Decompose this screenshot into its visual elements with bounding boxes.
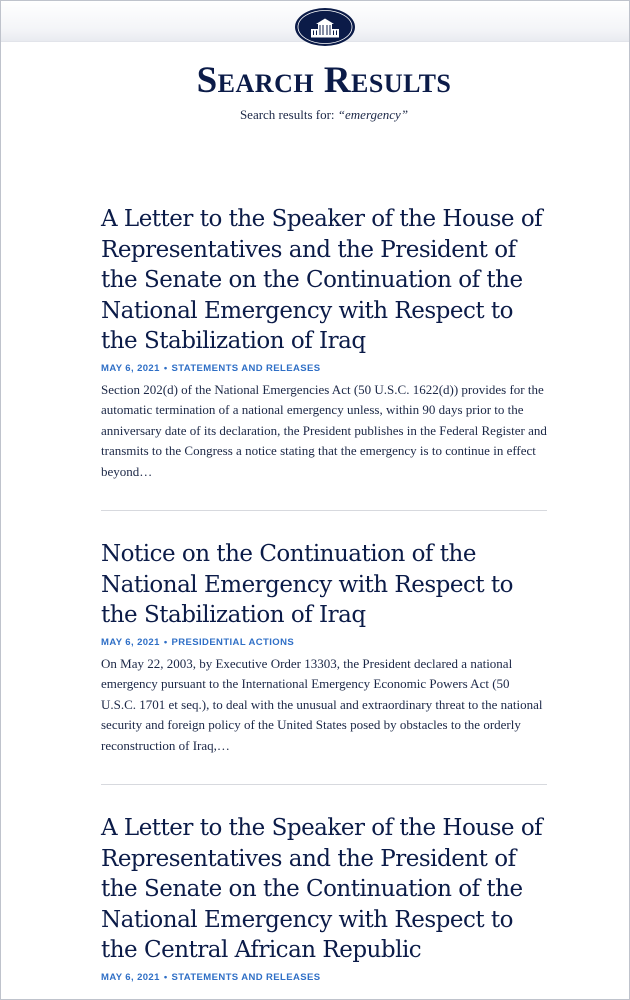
query-term: “emergency” (337, 107, 409, 122)
result-meta (101, 972, 547, 983)
result-date: MAY 6, 2021 (101, 636, 160, 648)
search-query-summary (1, 107, 630, 123)
result-item (101, 813, 547, 1000)
result-category-link[interactable]: STATEMENTS AND RELEASES (171, 362, 321, 374)
white-house-seal-icon[interactable] (294, 7, 356, 47)
result-item (101, 204, 547, 511)
result-title-link[interactable]: A Letter to the Speaker of the House of Representatives and the President of the Senate on the Continuation of the National Emergency with Respect to the Stabilization of Iraq (101, 206, 543, 354)
result-category-link[interactable]: PRESIDENTIAL ACTIONS (171, 636, 295, 648)
separator-dot: • (163, 971, 168, 983)
result-date: MAY 6, 2021 (101, 362, 160, 374)
page-title: Search Results (196, 60, 452, 101)
separator-dot: • (163, 362, 168, 374)
result-date: MAY 6, 2021 (101, 971, 160, 983)
results-list (101, 204, 547, 1000)
result-excerpt: Section 202(d) of the National Emergencies Act (50 U.S.C. 1622(d)) provides for the automatic termination of a national emergency unless, within 90 days prior to the anniversary date of its declaration, the President publishes in the Federal Register and transmits to the Congress a notice stating that the emergency is to continue in effect beyond… (101, 381, 547, 479)
result-excerpt: On May 22, 2003, by Executive Order 13303, the President declared a national emergency pursuant to the International Emergency Economic Powers Act (50 U.S.C. 1701 et seq.), to deal with the unusual and extraordinary threat to the national security and foreign policy of the United States posed by obstacles to the orderly reconstruction of Iraq,… (101, 655, 543, 753)
result-meta (101, 637, 547, 648)
result-title-link[interactable]: Notice on the Continuation of the National Emergency with Respect to the Stabilization of Iraq (101, 541, 514, 628)
result-title-link[interactable]: A Letter to the Speaker of the House of Representatives and the President of the Senate on the Continuation of the National Emergency with Respect to the Central African Republic (101, 815, 543, 963)
result-item (101, 539, 547, 785)
separator-dot: • (163, 636, 168, 648)
result-meta (101, 363, 547, 374)
query-prefix: Search results for: (239, 107, 335, 122)
result-category-link[interactable]: STATEMENTS AND RELEASES (171, 971, 321, 983)
